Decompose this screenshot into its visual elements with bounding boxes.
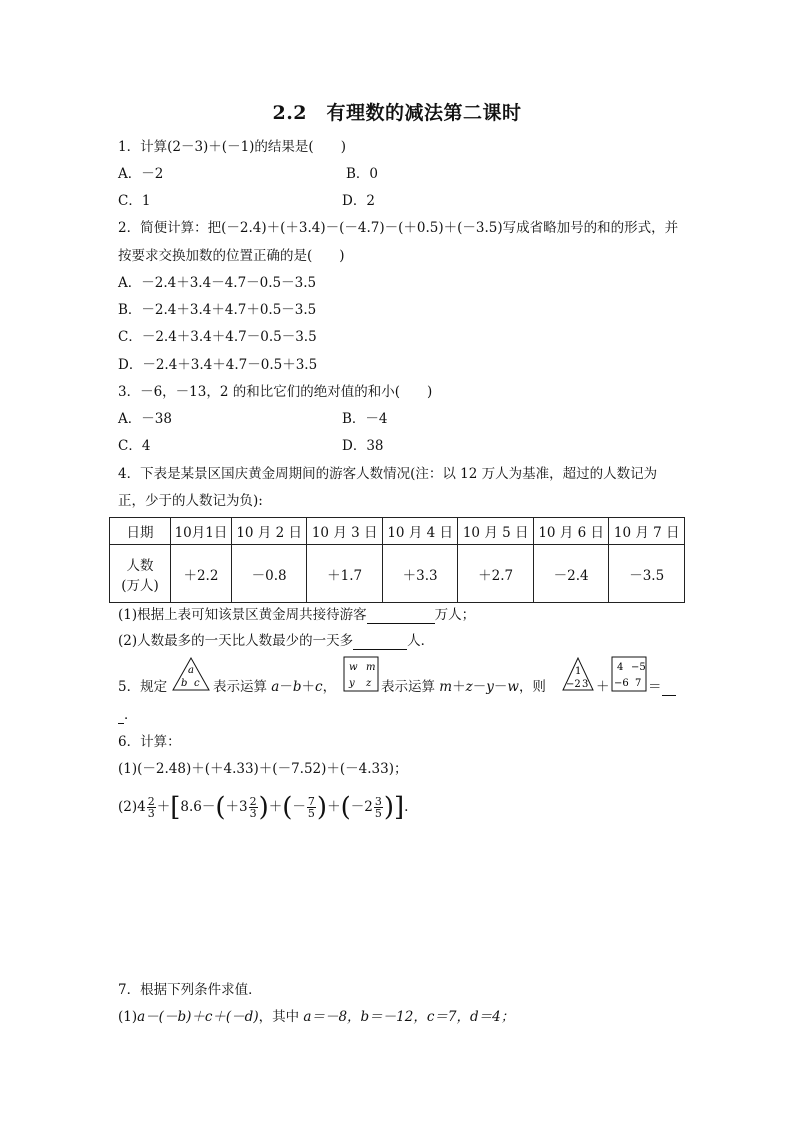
q5-expr2-op3: － [493,679,508,695]
triangle-var-right: c [194,678,200,689]
q6-p2-plus3: ＋3 [225,799,248,815]
q4-part2-text: (2)人数最多的一天比人数最少的一天多 [118,633,354,649]
box-var-bl: y [349,678,355,689]
box-var-br: z [366,678,372,689]
q6-p2-end: . [404,799,409,815]
table-row-label [110,545,171,603]
q3-option-c: C．4 [118,438,151,454]
paren-open: ( [340,792,351,823]
triangle-var-top: a [188,665,194,676]
bracket-open: [ [170,792,181,823]
q4-part1-unit: 万人； [434,607,476,623]
q5-prefix: 5．规定 [118,679,168,695]
paren-open: ( [282,792,293,823]
q5-expr1-op2: ＋ [301,679,316,695]
triangle-var-left: b [181,678,188,689]
q1-option-d: D．2 [342,193,375,209]
q6-stem: 6．计算： [118,734,181,750]
table-cell: －2.4 [533,545,609,603]
q4-part2-unit: 人． [407,633,435,649]
q5-expr2-op1: ＋ [452,679,466,695]
table-cell: －0.8 [231,545,307,603]
q3-stem: 3．－6，－13，2 的和比它们的绝对值的和小( ) [118,384,433,400]
box-num-tr: −5 [631,662,646,673]
q2-option-c: C．－2.4＋3.4＋4.7－0.5－3.5 [118,329,317,345]
box-var-tr: m [366,662,376,673]
table-cell: ＋3.3 [382,545,458,603]
fraction: $\frac{2}{3}$ [147,795,155,820]
q7-p1-label: (1) [118,1009,138,1025]
q5-expr2-op2: － [472,679,487,695]
tourist-table [109,517,685,603]
q4-part1 [118,606,475,624]
table-cell: ＋1.7 [307,545,383,603]
q5-then: ，则 [518,679,546,695]
table-row [110,545,685,603]
table-header-cell: 10 月 2 日 [231,518,307,545]
triangle-num-left: −2 [566,679,581,690]
q5-expr1-op1: － [279,679,293,695]
q3-option-a: A．－38 [118,411,172,427]
q4-stem-line2: 正，少于的人数记为负): [118,493,263,509]
q5-comma: ， [322,679,337,695]
q2-option-a: A．－2.4＋3.4－4.7－0.5－3.5 [118,275,317,291]
triangle-operator-icon [171,656,211,692]
row-label-line2: (万人) [121,577,159,594]
box-num-br: 7 [635,678,642,689]
q6-p2-minus: － [292,799,306,815]
q6-p2-plus: ＋ [156,799,171,815]
paren-close: ) [316,792,328,823]
q6-p2-plus2: ＋ [268,799,283,815]
q5-rule2 [381,678,546,696]
paren-open: ( [215,792,226,823]
q1-option-c: C．1 [118,193,151,209]
q5-line2-end: ． [124,707,138,723]
fraction: $\frac{3}{5}$ [374,795,382,820]
table-header-cell: 10 月 5 日 [458,518,534,545]
q5-eq-sign: ＝ [648,679,662,695]
q1-stem: 1．计算(2－3)＋(－1)的结果是( ) [118,139,346,155]
q4-stem-line1: 4．下表是某景区国庆黄金周期间的游客人数情况(注：以 12 万人为基准，超过的人数记为 [118,466,658,482]
q6-part1: (1)(－2.48)＋(＋4.33)＋(－7.52)＋(－4.33)； [118,761,408,777]
table-header-row [110,518,685,545]
q7-p1-cond: a＝－8，b＝－12，c＝7，d＝4； [303,1009,515,1025]
q3-option-b: B．－4 [342,411,388,427]
q5-expr1-c: c [315,679,323,695]
q6-p2-minus2: －2 [350,799,373,815]
table-header-cell: 10 月 6 日 [533,518,609,545]
q5-rule1-label: 表示运算 [213,679,267,695]
box-operator-icon [343,656,379,692]
answer-blank[interactable] [662,681,676,696]
q7-p1-expr: a－(－b)＋c＋(－d) [137,1009,259,1025]
box-num-bl: −6 [614,678,629,689]
q5-expr2-y: y [486,679,494,695]
table-header-cell: 日期 [110,518,171,545]
q7-stem: 7．根据下列条件求值． [118,982,262,998]
table-header-cell: 10 月 3 日 [307,518,383,545]
q7-p1-where: ，其中 [258,1009,304,1025]
box-numbers-icon [611,656,647,692]
q5-expr2-w: w [507,679,519,695]
bracket-close: ] [393,792,405,823]
box-var-tl: w [349,662,358,673]
q6-p2-86: 8.6－ [180,799,216,815]
answer-blank[interactable] [353,635,407,650]
table-cell: －3.5 [609,545,685,603]
table-cell: ＋2.2 [171,545,232,603]
q2-stem-line2: 按要求交换加数的位置正确的是( ) [118,248,345,264]
paren-close: ) [258,792,269,823]
q5-expr1-b: b [292,679,302,695]
q1-option-a: A．－2 [118,166,164,182]
q4-part2 [118,632,434,650]
triangle-num-right: 3 [582,679,589,690]
paren-close: ) [383,792,394,823]
answer-blank[interactable] [367,609,435,624]
q5-plus: ＋ [596,679,610,695]
q5-rule1 [213,678,336,696]
q5-rule2-label: 表示运算 [381,679,435,695]
q6-p2-plus4: ＋ [327,799,341,815]
q5-expr2-z: z [465,679,473,695]
q3-option-d: D．38 [342,438,384,454]
q2-option-b: B．－2.4＋3.4＋4.7＋0.5－3.5 [118,302,317,318]
table-header-cell: 10 月 4 日 [382,518,458,545]
q6-part2 [118,790,408,826]
fraction: $\frac{2}{3}$ [249,795,257,820]
q5-equals [648,678,676,696]
page-title: 2.2 有理数的减法第二课时 [272,102,522,124]
table-cell: ＋2.7 [458,545,534,603]
q2-option-d: D．－2.4＋3.4＋4.7－0.5＋3.5 [118,357,318,373]
q6-p2-prefix: (2)4 [118,799,146,815]
fraction: $\frac{7}{5}$ [307,795,315,820]
table-header-cell: 10 月 7 日 [609,518,685,545]
q4-part1-text: (1)根据上表可知该景区黄金周共接待游客 [118,607,367,623]
q5-expr1-a: a [271,679,280,695]
row-label-line1: 人数 [126,557,154,574]
q7-part1 [118,1008,514,1026]
table-header-cell: 10月1日 [171,518,232,545]
q2-stem-line1: 2．简便计算：把(－2.4)＋(＋3.4)－(－4.7)－(＋0.5)＋(－3.5)写成省略加号的和的形式，并 [118,220,679,236]
q1-option-b: B．0 [346,166,379,182]
q5-expr2-m: m [439,679,453,695]
triangle-num-top: 1 [575,666,582,677]
triangle-numbers-icon [561,656,595,692]
box-num-tl: 4 [617,662,624,673]
q5-line2 [118,706,138,724]
